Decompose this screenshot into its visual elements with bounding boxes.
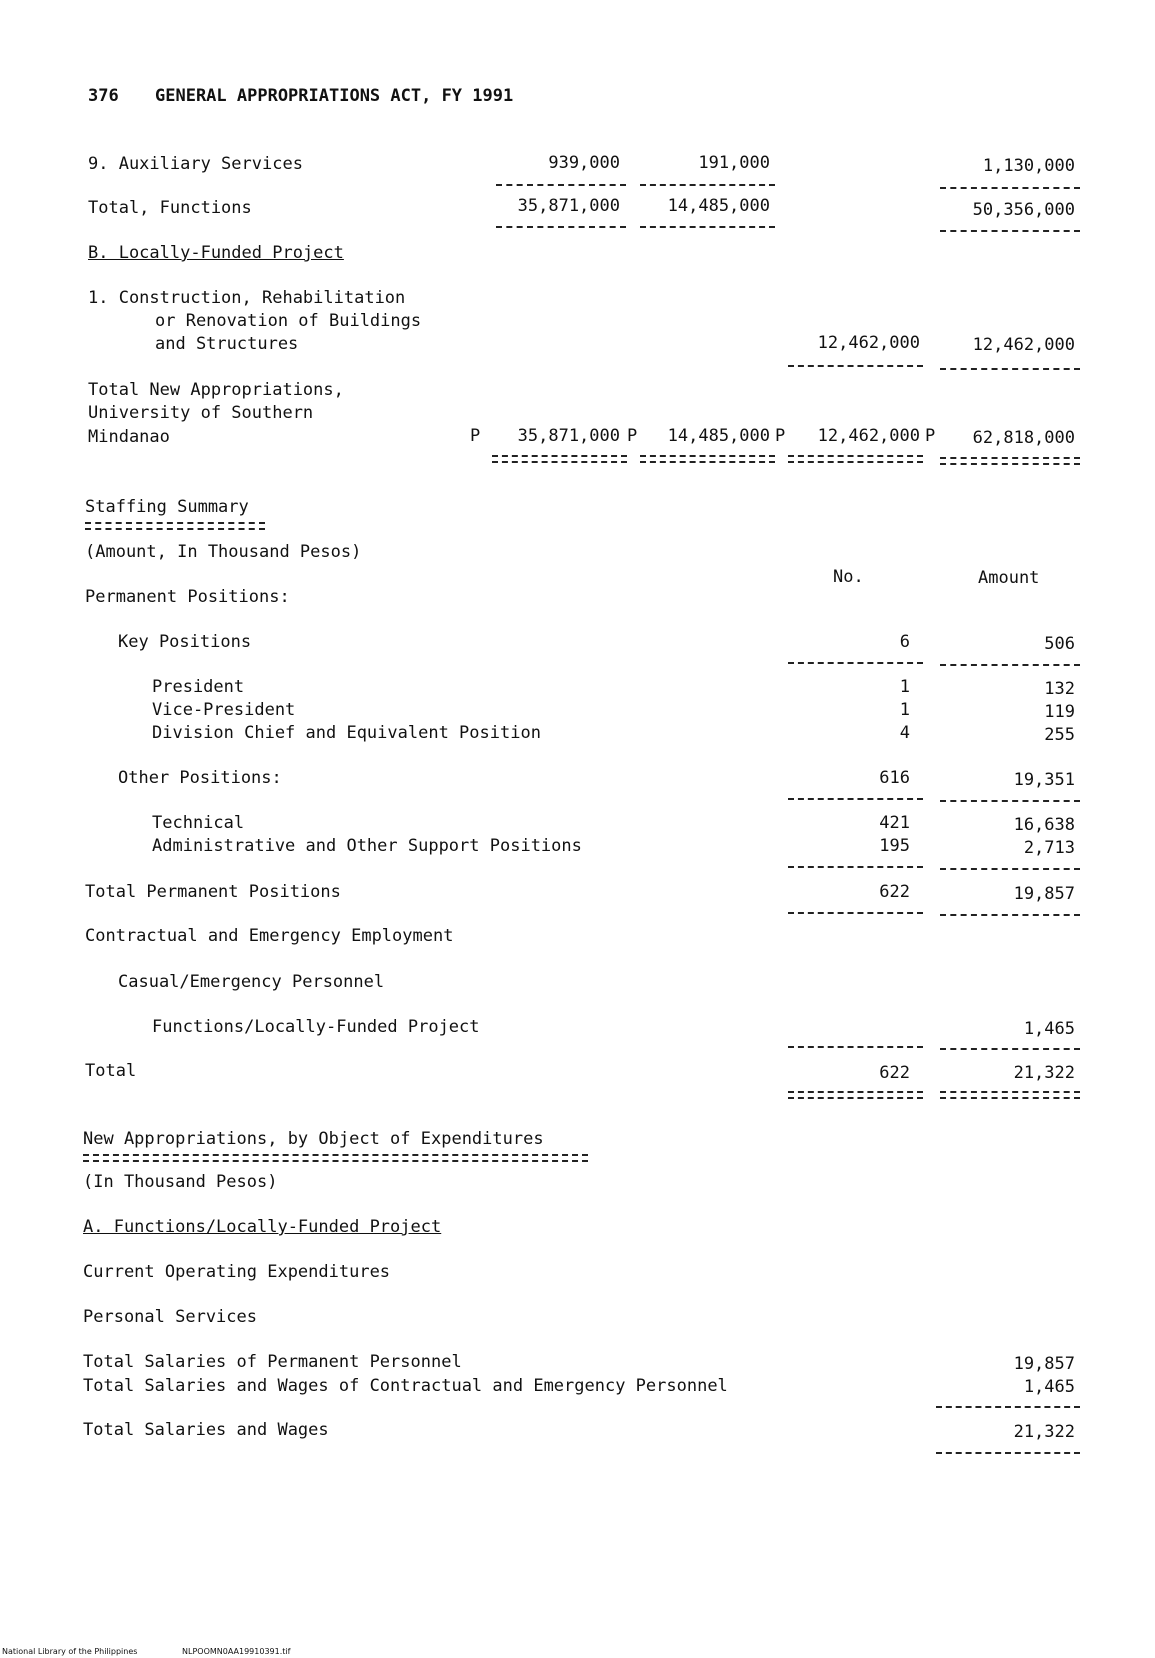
- peso-sign: P: [627, 426, 638, 446]
- salaries-permanent-label: Total Salaries of Permanent Personnel: [83, 1352, 462, 1372]
- administrative-no: 195: [879, 836, 910, 856]
- rule: [940, 914, 1080, 916]
- technical-amount: 16,638: [1013, 815, 1075, 835]
- rule: [940, 800, 1080, 802]
- president-amount: 132: [1044, 679, 1075, 699]
- total-salaries-amount: 21,322: [1013, 1422, 1075, 1442]
- staffing-total-no: 622: [879, 1063, 910, 1083]
- rule: [940, 1048, 1080, 1050]
- rule: [496, 226, 626, 228]
- rule: [788, 798, 923, 800]
- permanent-label: Permanent Positions:: [85, 587, 290, 607]
- peso-sign: P: [775, 426, 786, 446]
- casual-label: Casual/Emergency Personnel: [118, 972, 385, 992]
- staffing-total-amount: 21,322: [1013, 1063, 1075, 1083]
- staffing-unit: (Amount, In Thousand Pesos): [85, 542, 362, 562]
- construction-c3: 12,462,000: [817, 333, 920, 353]
- division-chief-no: 4: [899, 723, 910, 743]
- col-amount-header: Amount: [978, 568, 1040, 588]
- double-rule: [83, 1154, 588, 1162]
- rule: [936, 1452, 1080, 1454]
- rule: [788, 1046, 923, 1048]
- vice-president-label: Vice-President: [152, 700, 296, 720]
- scan-footer-file: NLPOOMN0AA19910391.tif: [182, 1647, 291, 1656]
- construction-line3: and Structures: [155, 334, 299, 354]
- rule: [640, 184, 775, 186]
- page-number: 376: [88, 86, 119, 106]
- personal-services-label: Personal Services: [83, 1307, 257, 1327]
- double-rule: [940, 1091, 1080, 1099]
- new-approp-c3: 12,462,000: [817, 426, 920, 446]
- salaries-contractual-amount: 1,465: [1023, 1377, 1075, 1397]
- page-title: GENERAL APPROPRIATIONS ACT, FY 1991: [155, 86, 514, 106]
- rule: [940, 868, 1080, 870]
- salaries-permanent-amount: 19,857: [1013, 1354, 1075, 1374]
- new-approp-line3: Mindanao: [88, 427, 170, 447]
- new-approp-line1: Total New Appropriations,: [88, 380, 344, 400]
- new-approp-c1: 35,871,000: [517, 426, 620, 446]
- rule: [940, 187, 1080, 189]
- key-positions-no: 6: [899, 632, 910, 652]
- current-operating-label: Current Operating Expenditures: [83, 1262, 391, 1282]
- rule: [940, 368, 1080, 370]
- vice-president-amount: 119: [1044, 702, 1075, 722]
- staffing-title: Staffing Summary: [85, 497, 249, 517]
- technical-label: Technical: [152, 813, 245, 833]
- rule: [788, 866, 923, 868]
- other-positions-amount: 19,351: [1013, 770, 1075, 790]
- president-label: President: [152, 677, 245, 697]
- object-unit: (In Thousand Pesos): [83, 1172, 278, 1192]
- total-functions-c1: 35,871,000: [517, 196, 620, 216]
- rule: [788, 662, 923, 664]
- object-section-heading: A. Functions/Locally-Funded Project: [83, 1217, 442, 1237]
- double-rule: [788, 455, 923, 463]
- salaries-contractual-label: Total Salaries and Wages of Contractual and Emergency Personnel: [83, 1376, 728, 1396]
- other-positions-label: Other Positions:: [118, 768, 282, 788]
- total-functions-label: Total, Functions: [88, 198, 252, 218]
- functions-locally-label: Functions/Locally-Funded Project: [152, 1017, 480, 1037]
- double-rule: [940, 457, 1080, 465]
- president-no: 1: [899, 677, 910, 697]
- rule: [788, 365, 923, 367]
- double-rule: [640, 455, 775, 463]
- total-permanent-no: 622: [879, 882, 910, 902]
- administrative-amount: 2,713: [1023, 838, 1075, 858]
- construction-line1: 1. Construction, Rehabilitation: [88, 288, 406, 308]
- double-rule: [788, 1091, 923, 1099]
- key-positions-amount: 506: [1044, 634, 1075, 654]
- rule: [940, 230, 1080, 232]
- construction-total: 12,462,000: [972, 335, 1075, 355]
- rule: [496, 184, 626, 186]
- double-rule: [85, 522, 265, 530]
- other-positions-no: 616: [879, 768, 910, 788]
- staffing-total-label: Total: [85, 1061, 137, 1081]
- vice-president-no: 1: [899, 700, 910, 720]
- new-approp-c2: 14,485,000: [667, 426, 770, 446]
- rule: [788, 912, 923, 914]
- technical-no: 421: [879, 813, 910, 833]
- auxiliary-c2: 191,000: [698, 153, 770, 173]
- division-chief-label: Division Chief and Equivalent Position: [152, 723, 541, 743]
- auxiliary-total: 1,130,000: [982, 156, 1075, 176]
- total-permanent-amount: 19,857: [1013, 884, 1075, 904]
- new-approp-total: 62,818,000: [972, 428, 1075, 448]
- rule: [640, 226, 775, 228]
- new-approp-line2: University of Southern: [88, 403, 314, 423]
- scan-footer-library: National Library of the Philippines: [2, 1647, 138, 1656]
- auxiliary-c1: 939,000: [548, 153, 620, 173]
- total-functions-total: 50,356,000: [972, 200, 1075, 220]
- functions-locally-amount: 1,465: [1023, 1019, 1075, 1039]
- auxiliary-label: 9. Auxiliary Services: [88, 154, 303, 174]
- rule: [940, 664, 1080, 666]
- total-salaries-label: Total Salaries and Wages: [83, 1420, 329, 1440]
- construction-line2: or Renovation of Buildings: [155, 311, 422, 331]
- contractual-label: Contractual and Emergency Employment: [85, 926, 454, 946]
- object-title: New Appropriations, by Object of Expenditures: [83, 1129, 544, 1149]
- locally-funded-heading: B. Locally-Funded Project: [88, 243, 344, 263]
- col-no-header: No.: [833, 567, 864, 587]
- peso-sign: P: [925, 426, 936, 446]
- peso-sign: P: [470, 426, 481, 446]
- rule: [936, 1406, 1080, 1408]
- administrative-label: Administrative and Other Support Positions: [152, 836, 582, 856]
- key-positions-label: Key Positions: [118, 632, 252, 652]
- double-rule: [492, 455, 627, 463]
- division-chief-amount: 255: [1044, 725, 1075, 745]
- total-permanent-label: Total Permanent Positions: [85, 882, 341, 902]
- total-functions-c2: 14,485,000: [667, 196, 770, 216]
